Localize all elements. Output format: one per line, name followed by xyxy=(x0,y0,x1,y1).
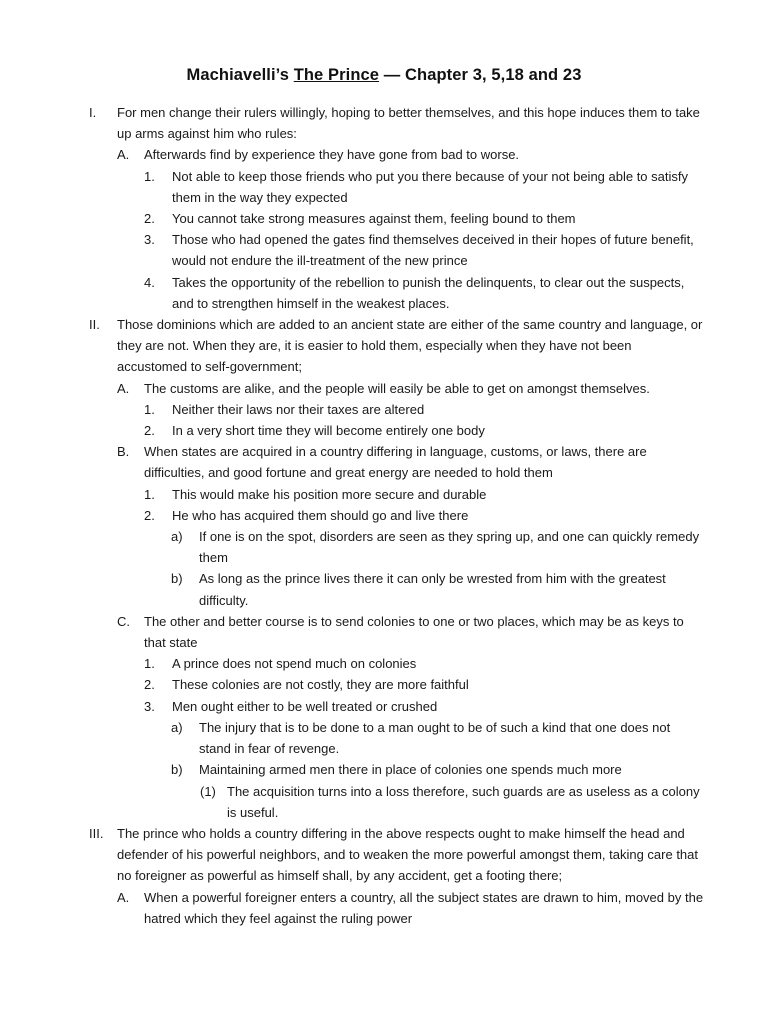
outline-text: The other and better course is to send colonies to one or two places, which may be as keys to that state xyxy=(144,613,684,651)
outline-item-ii-b xyxy=(0,441,704,483)
outline-item-i-a-4 xyxy=(0,272,704,314)
title-book: The Prince xyxy=(293,66,380,84)
outline-item-ii-c-3-a xyxy=(0,717,704,759)
outline-item-ii-c-2 xyxy=(0,674,704,695)
outline-text: The injury that is to be done to a man ought to be of such a kind that one does not stand in fear of revenge. xyxy=(199,719,671,757)
outline-marker: a) xyxy=(171,719,183,735)
outline-marker: (1) xyxy=(200,783,216,799)
outline-marker: A. xyxy=(117,380,130,396)
outline-marker: II. xyxy=(89,317,100,333)
outline-marker: A. xyxy=(117,889,130,905)
outline-item-ii-c-3-b-1 xyxy=(0,781,704,823)
outline-text: The customs are alike, and the people will easily be able to get on amongst themselves. xyxy=(144,380,650,396)
outline-item-ii-b-2-b xyxy=(0,568,704,610)
page-title xyxy=(0,66,768,85)
outline-text: Those dominions which are added to an ancient state are either of the same country and language, or they are not. When they are, it is easier to hold them, especially when they have not been accustomed to self-government; xyxy=(117,317,703,375)
outline-text: The prince who holds a country differing in the above respects ought to make himself the head and defender of his powerful neighbors, and to weaken the more powerful amongst them, taking care that no foreigner as powerful as himself shall, by any accident, get a footing there; xyxy=(117,825,699,884)
outline-text: Not able to keep those friends who put you there because of your not being able to satisfy them in the way they expected xyxy=(172,168,688,205)
outline-text: Takes the opportunity of the rebellion to punish the delinquents, to clear out the suspects, and to strengthen himself in the weakest places. xyxy=(172,274,685,311)
outline-marker: a) xyxy=(171,529,183,545)
outline-marker: b) xyxy=(171,762,183,778)
outline-item-i-a-3 xyxy=(0,229,704,271)
outline-marker: 4. xyxy=(144,274,155,290)
outline-marker: I. xyxy=(89,105,97,120)
outline-text: You cannot take strong measures against them, feeling bound to them xyxy=(172,211,576,227)
outline-text: A prince does not spend much on colonies xyxy=(172,656,417,672)
outline-text: If one is on the spot, disorders are seen as they spring up, and one can quickly remedy them xyxy=(199,529,700,566)
outline-marker: 3. xyxy=(144,698,155,714)
outline-marker: C. xyxy=(117,613,130,629)
outline-text: Neither their laws nor their taxes are altered xyxy=(172,401,425,417)
outline-item-ii-c xyxy=(0,611,704,653)
outline-marker: 2. xyxy=(144,677,155,693)
outline-item-iii xyxy=(0,823,704,887)
outline-item-ii-a xyxy=(0,378,704,399)
outline-text: The acquisition turns into a loss therefore, such guards are as useless as a colony is useful. xyxy=(227,783,700,820)
outline-item-i-a-1 xyxy=(0,166,704,208)
outline-marker: 3. xyxy=(144,232,155,248)
outline-item-i xyxy=(0,102,704,144)
outline-marker: B. xyxy=(117,444,130,460)
outline-text: Men ought either to be well treated or crushed xyxy=(172,698,438,714)
outline-marker: 2. xyxy=(144,507,155,523)
outline-text: When states are acquired in a country differing in language, customs, or laws, there are difficulties, and good fortune and great energy are needed to hold them xyxy=(144,444,647,481)
outline-text: This would make his position more secure and durable xyxy=(172,486,487,502)
outline-text: Maintaining armed men there in place of colonies one spends much more xyxy=(199,762,622,778)
outline-marker: 1. xyxy=(144,486,155,502)
outline-marker: 2. xyxy=(144,423,155,439)
outline-text: In a very short time they will become entirely one body xyxy=(172,423,485,439)
outline-item-ii-b-2-a xyxy=(0,526,704,568)
outline-item-ii-b-1 xyxy=(0,484,704,505)
outline-text: Those who had opened the gates find themselves deceived in their hopes of future benefit, would not endure the ill-treatment of the new prince xyxy=(172,232,694,269)
outline-item-ii-b-2 xyxy=(0,505,704,526)
outline-item-i-a-2 xyxy=(0,208,704,229)
outline-marker: 1. xyxy=(144,656,155,672)
outline-item-ii-c-3 xyxy=(0,696,704,717)
outline-marker: b) xyxy=(171,571,183,587)
outline-item-ii-a-2 xyxy=(0,420,704,441)
outline-marker: 1. xyxy=(144,168,155,184)
outline-text: For men change their rulers willingly, hoping to better themselves, and this hope induces them to take up arms against him who rules: xyxy=(117,105,700,142)
outline-marker: 2. xyxy=(144,211,155,227)
outline-text: These colonies are not costly, they are more faithful xyxy=(172,677,469,693)
outline-item-ii xyxy=(0,314,704,378)
outline-text: He who has acquired them should go and live there xyxy=(172,507,469,523)
outline-item-ii-c-1 xyxy=(0,653,704,674)
title-suffix: — Chapter 3, 5,18 and 23 xyxy=(379,66,582,84)
outline-item-iii-a xyxy=(0,887,704,929)
outline-item-ii-c-3-b xyxy=(0,759,704,780)
outline-text: When a powerful foreigner enters a country, all the subject states are drawn to him, moved by the hatred which they feel against the ruling power xyxy=(144,889,704,926)
outline-text: As long as the prince lives there it can only be wrested from him with the greatest difficulty. xyxy=(199,571,666,608)
outline-marker: 1. xyxy=(144,401,155,417)
outline-list xyxy=(0,102,768,929)
title-prefix: Machiavelli’s xyxy=(186,66,294,84)
outline-text: Afterwards find by experience they have gone from bad to worse. xyxy=(144,147,520,163)
outline-item-ii-a-1 xyxy=(0,399,704,420)
outline-marker: III. xyxy=(89,825,104,841)
outline-marker: A. xyxy=(117,147,130,163)
outline-item-i-a xyxy=(0,144,704,165)
